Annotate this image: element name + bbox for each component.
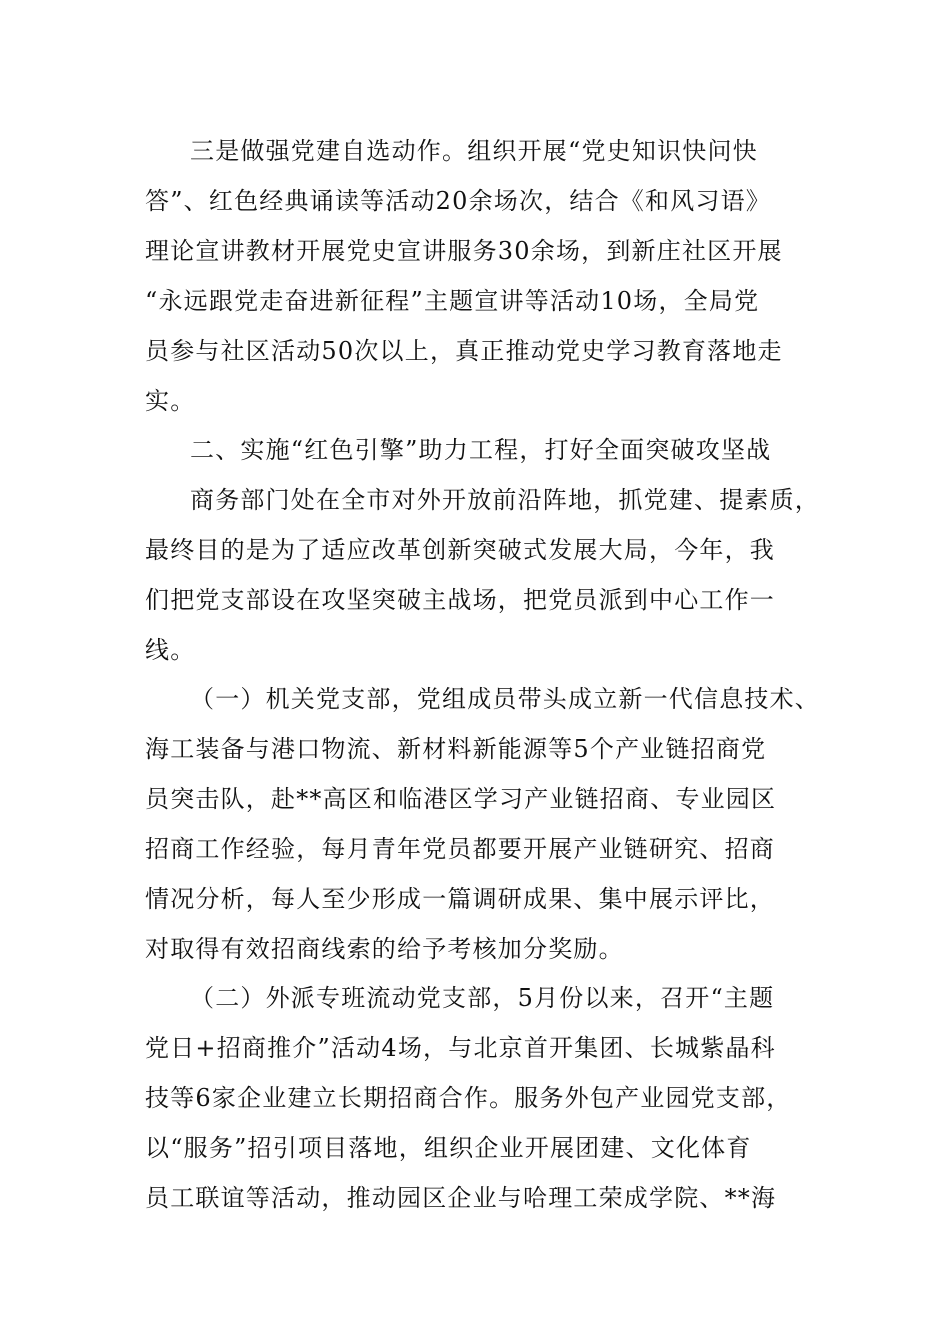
text-line: “永远跟党走奋进新征程”主题宣讲等活动10场，全局党 [145, 287, 760, 315]
text-line: 们把党支部设在攻坚突破主战场，把党员派到中心工作一 [145, 586, 775, 614]
text-line: 员工联谊等活动，推动园区企业与哈理工荣成学院、**海 [145, 1184, 777, 1212]
text-line: 理论宣讲教材开展党史宣讲服务30余场，到新庄社区开展 [145, 237, 783, 265]
text-line: （二）外派专班流动党支部，5月份以来，召开“主题 [190, 984, 775, 1012]
text-line: 最终目的是为了适应改革创新突破式发展大局，今年，我 [145, 536, 775, 564]
text-line: 商务部门处在全市对外开放前沿阵地，抓党建、提素质， [190, 486, 820, 514]
text-line: 对取得有效招商线索的给予考核加分奖励。 [145, 935, 624, 963]
text-line: 三是做强党建自选动作。组织开展“党史知识快问快 [190, 137, 758, 165]
section-heading: 二、实施“红色引擎”助力工程，打好全面突破攻坚战 [190, 436, 772, 464]
text-line: 答”、红色经典诵读等活动20余场次，结合《和风习语》 [145, 187, 772, 215]
text-line: （一）机关党支部，党组成员带头成立新一代信息技术、 [190, 685, 820, 713]
text-line: 海工装备与港口物流、新材料新能源等5个产业链招商党 [145, 735, 767, 763]
text-line: 党日+招商推介”活动4场，与北京首开集团、长城紫晶科 [145, 1034, 776, 1062]
text-line: 以“服务”招引项目落地，组织企业开展团建、文化体育 [145, 1134, 752, 1162]
text-line: 员参与社区活动50次以上，真正推动党史学习教育落地走 [145, 337, 783, 365]
text-line: 情况分析，每人至少形成一篇调研成果、集中展示评比， [145, 885, 775, 913]
text-line: 线。 [145, 636, 196, 664]
text-line: 技等6家企业建立长期招商合作。服务外包产业园党支部， [145, 1084, 792, 1112]
text-line: 实。 [145, 387, 196, 415]
text-line: 员突击队，赴**高区和临港区学习产业链招商、专业园区 [145, 785, 777, 813]
text-line: 招商工作经验，每月青年党员都要开展产业链研究、招商 [145, 835, 775, 863]
